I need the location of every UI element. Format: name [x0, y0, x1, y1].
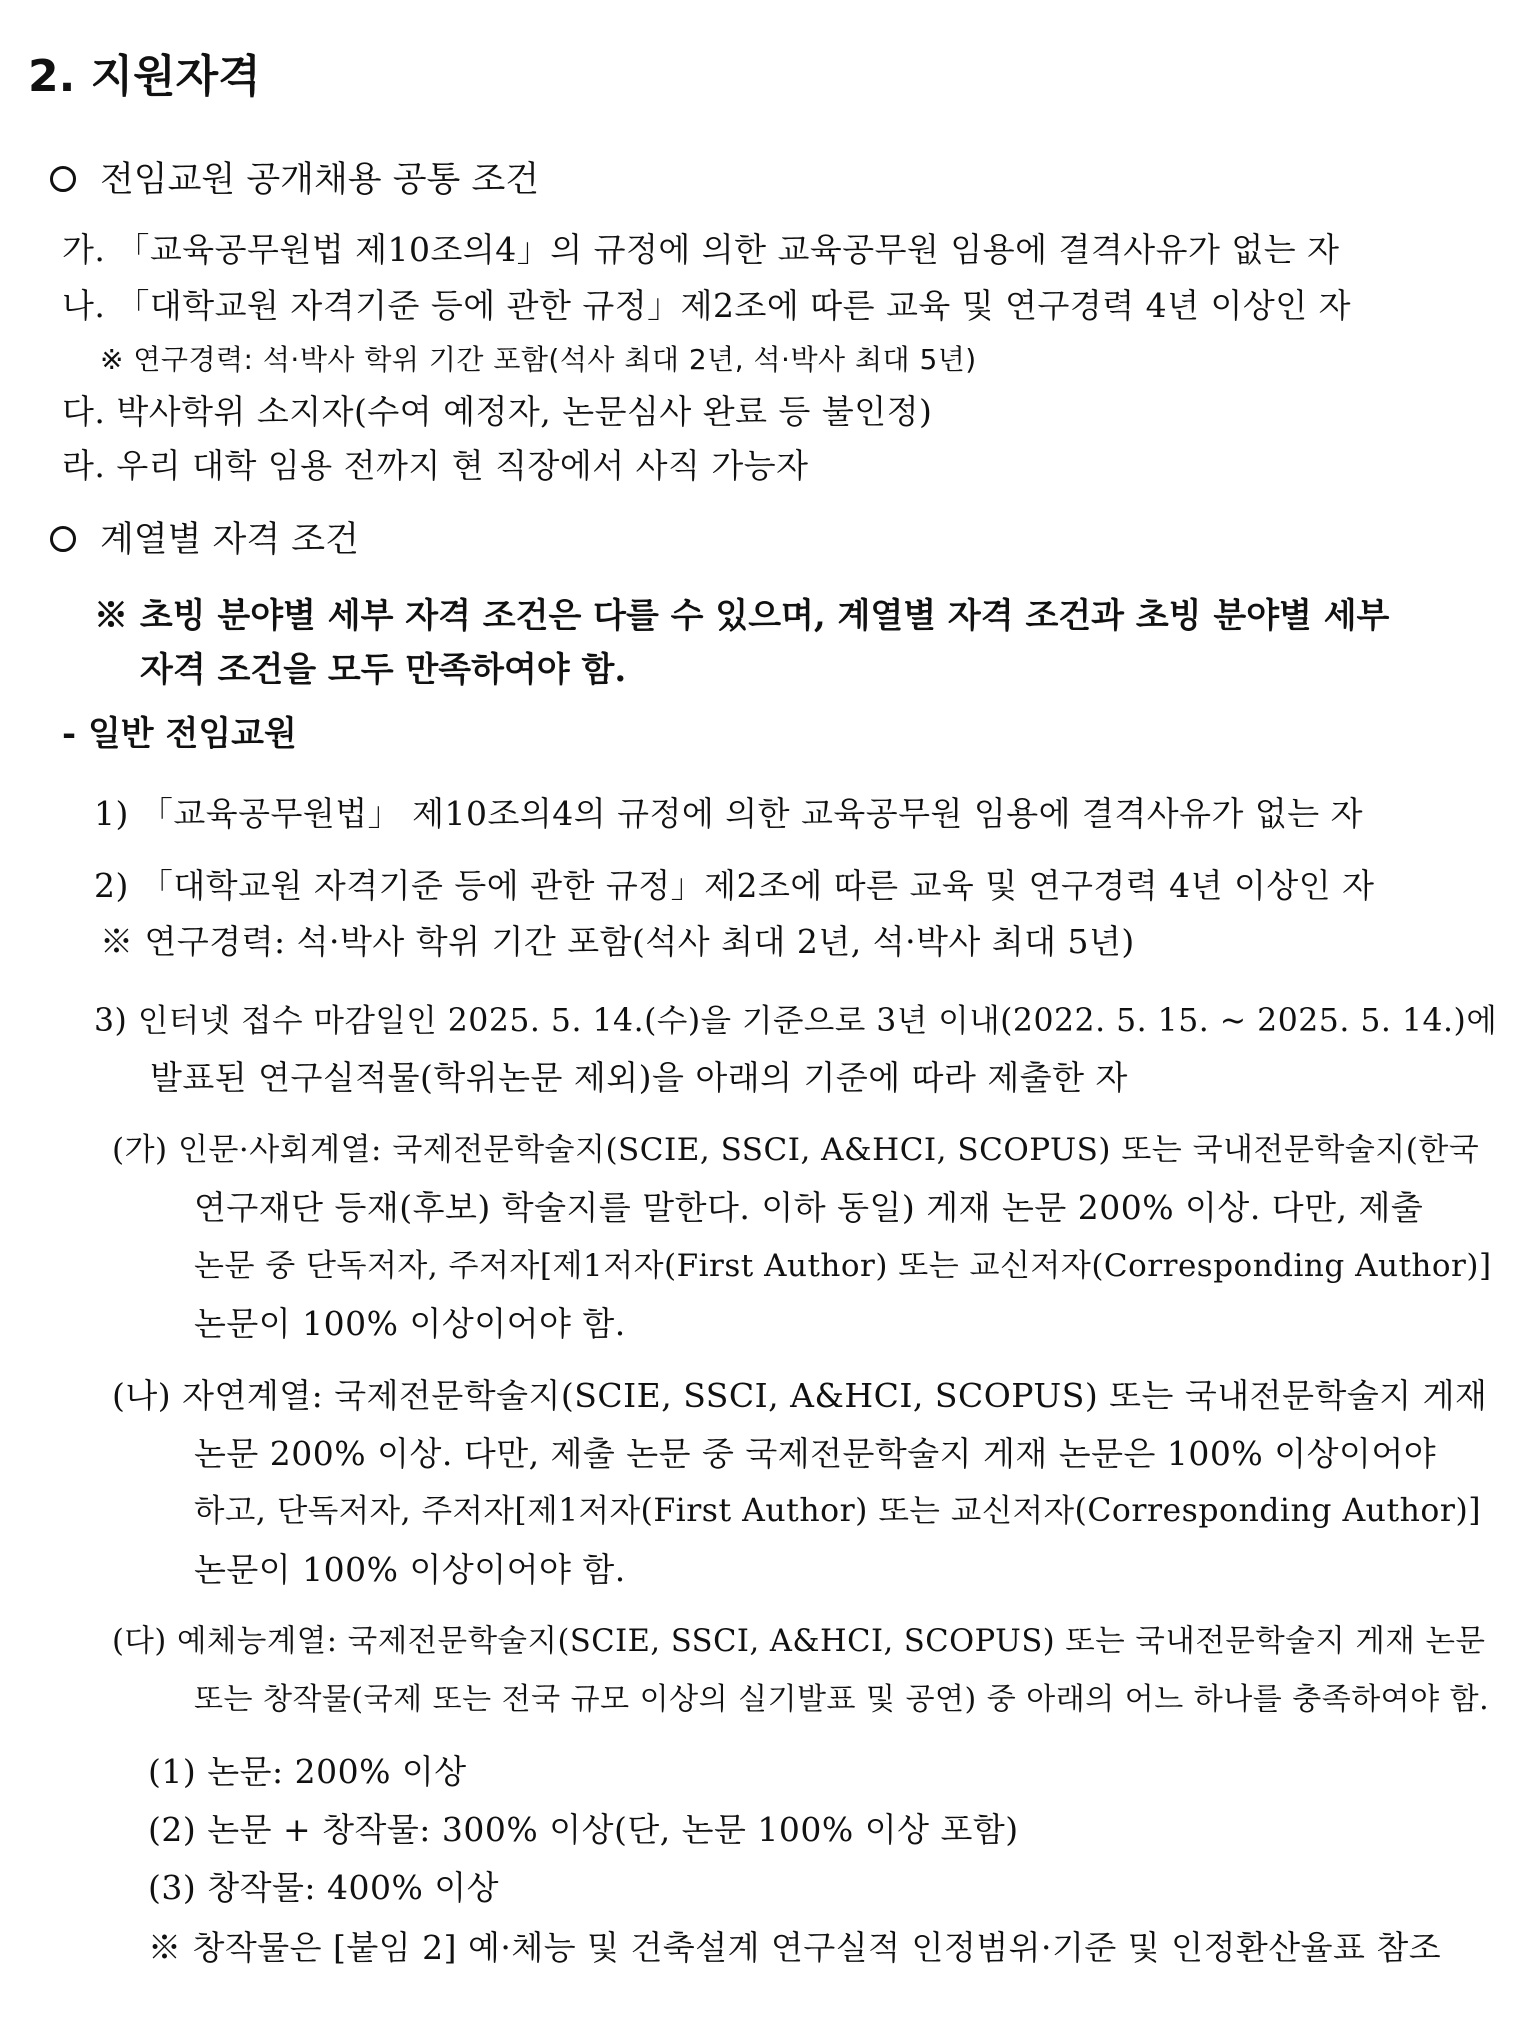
na-line-1: (나) 자연계열: 국제전문학술지(SCIE, SSCI, A&HCI, SCOPUS) 또는 국내전문학술지 게재 [112, 1376, 1488, 1415]
na-line-3: 하고, 단독저자, 주저자[제1저자(First Author) 또는 교신저자(Corresponding Author)] [194, 1493, 1482, 1529]
da-note: ※ 창작물은 [붙임 2] 예·체능 및 건축설계 연구실적 인정범위·기준 및 인정환산율표 참조 [148, 1928, 1442, 1967]
common-item-ga: 가. 「교육공무원법 제10조의4」의 규정에 의한 교육공무원 임용에 결격사유가 없는 자 [62, 230, 1340, 269]
na-line-4: 논문이 100% 이상이어야 함. [194, 1550, 626, 1589]
common-item-na: 나. 「대학교원 자격기준 등에 관한 규정」제2조에 따른 교육 및 연구경력 4년 이상인 자 [62, 286, 1351, 325]
section-heading-field: 계열별 자격 조건 [100, 520, 359, 560]
da-line-1: (다) 예체능계열: 국제전문학술지(SCIE, SSCI, A&HCI, SCOPUS) 또는 국내전문학술지 게재 논문 [112, 1624, 1486, 1659]
da-line-2: 또는 창작물(국제 또는 전국 규모 이상의 실기발표 및 공연) 중 아래의 어느 하나를 충족하여야 함. [194, 1682, 1490, 1717]
da-option-1: (1) 논문: 200% 이상 [148, 1752, 467, 1791]
na-line-2: 논문 200% 이상. 다만, 제출 논문 중 국제전문학술지 게재 논문은 100% 이상이어야 [194, 1434, 1437, 1473]
section-heading-common: 전임교원 공개채용 공통 조건 [100, 160, 540, 200]
sub-heading-general: - 일반 전임교원 [62, 714, 297, 754]
circle-bullet-icon [50, 526, 76, 552]
common-item-da: 다. 박사학위 소지자(수여 예정자, 논문심사 완료 등 불인정) [62, 392, 933, 431]
circle-bullet-icon [50, 166, 76, 192]
item-3-line-1: 3) 인터넷 접수 마감일인 2025. 5. 14.(수)을 기준으로 3년 이내(2022. 5. 15. ~ 2025. 5. 14.)에 [94, 1003, 1498, 1039]
item-3-line-2: 발표된 연구실적물(학위논문 제외)을 아래의 기준에 따라 제출한 자 [150, 1058, 1128, 1097]
item-1: 1) 「교육공무원법」 제10조의4의 규정에 의한 교육공무원 임용에 결격사유가 없는 자 [94, 794, 1363, 833]
common-item-note: ※ 연구경력: 석·박사 학위 기간 포함(석사 최대 2년, 석·박사 최대 5년) [100, 343, 977, 376]
da-option-2: (2) 논문 + 창작물: 300% 이상(단, 논문 100% 이상 포함) [148, 1810, 1019, 1849]
common-item-ra: 라. 우리 대학 임용 전까지 현 직장에서 사직 가능자 [62, 446, 809, 485]
da-option-3: (3) 창작물: 400% 이상 [148, 1868, 500, 1907]
ga-line-2: 연구재단 등재(후보) 학술지를 말한다. 이하 동일) 게재 논문 200% 이상. 다만, 제출 [194, 1188, 1424, 1227]
ga-line-1: (가) 인문·사회계열: 국제전문학술지(SCIE, SSCI, A&HCI, SCOPUS) 또는 국내전문학술지(한국 [112, 1132, 1480, 1168]
ga-line-4: 논문이 100% 이상이어야 함. [194, 1304, 626, 1343]
field-note-line-1: ※ 초빙 분야별 세부 자격 조건은 다를 수 있으며, 계열별 자격 조건과 초빙 분야별 세부 [94, 596, 1390, 636]
item-2: 2) 「대학교원 자격기준 등에 관한 규정」제2조에 따른 교육 및 연구경력 4년 이상인 자 [94, 866, 1375, 905]
item-2-note: ※ 연구경력: 석·박사 학위 기간 포함(석사 최대 2년, 석·박사 최대 5년) [100, 922, 1135, 961]
page-title: 2. 지원자격 [28, 51, 261, 102]
ga-line-3: 논문 중 단독저자, 주저자[제1저자(First Author) 또는 교신저자(Corresponding Author)] [194, 1248, 1492, 1284]
field-note-line-2: 자격 조건을 모두 만족하여야 함. [140, 650, 627, 690]
